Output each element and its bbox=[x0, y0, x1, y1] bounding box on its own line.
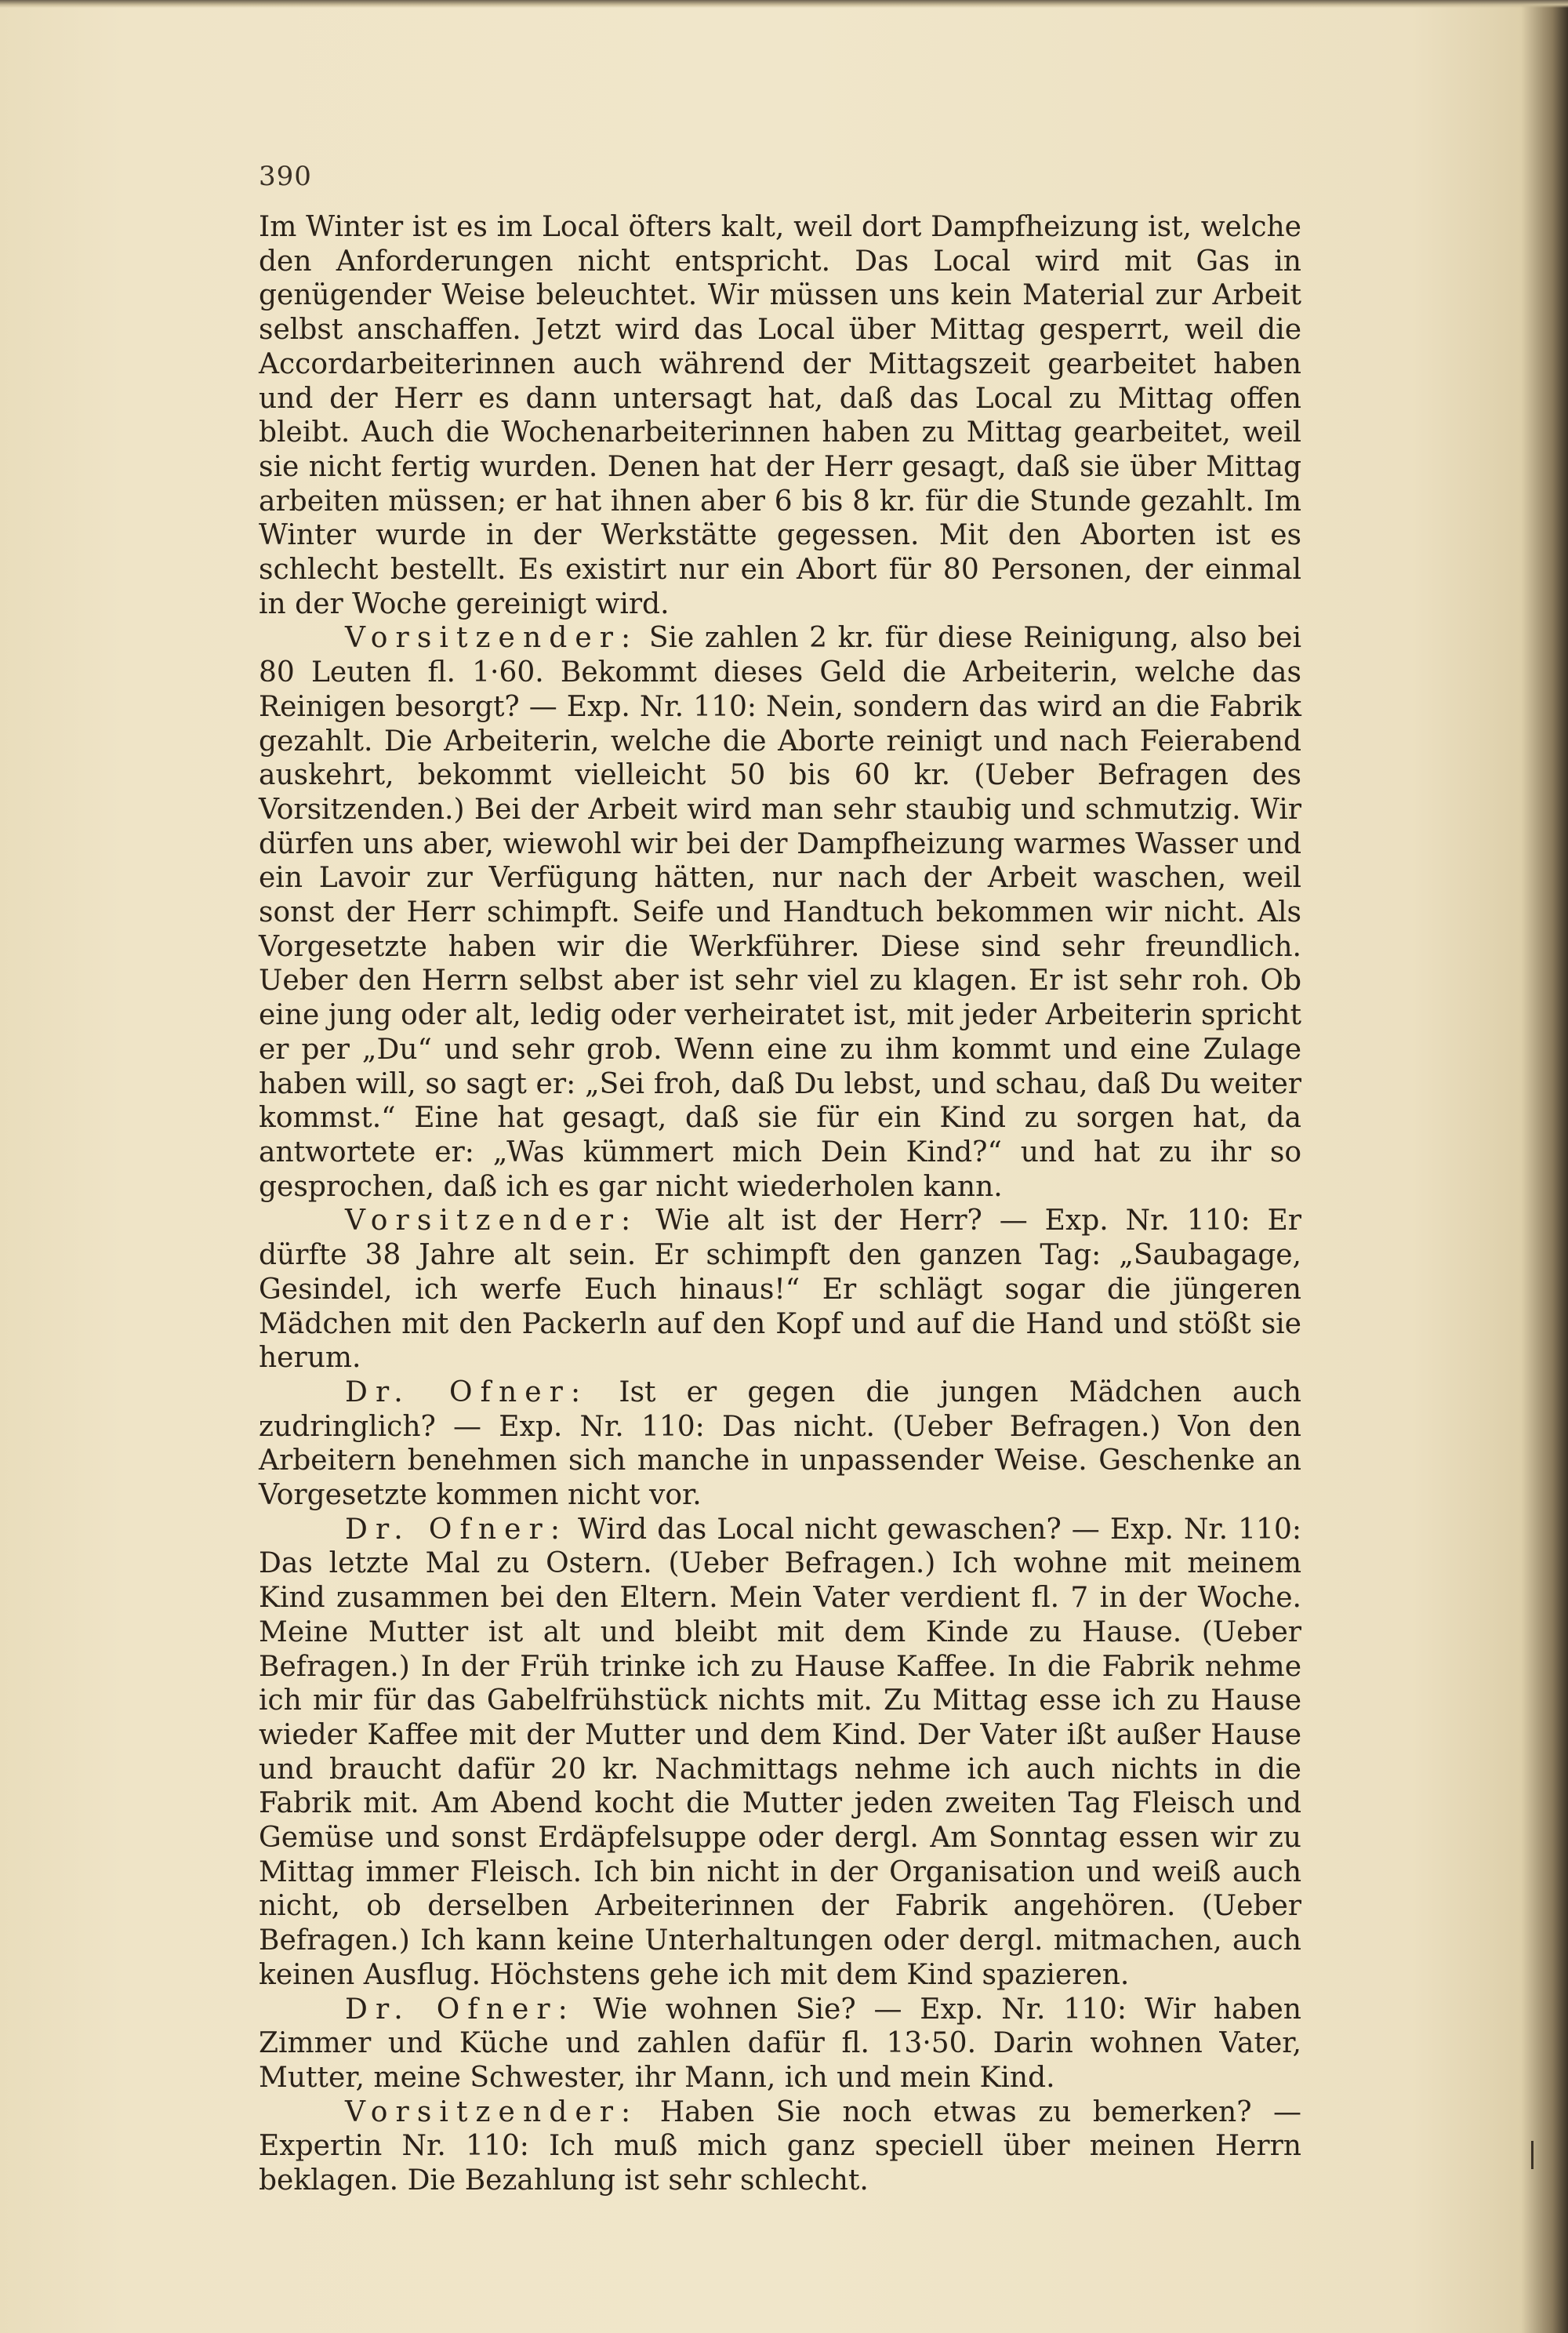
paragraph-6-text: Wie wohnen Sie? — Exp. Nr. 110: Wir haben Zimmer und Küche und zahlen dafür fl. 13·50. Darin wohnen Vater, Mutter, meine Schwester, ihr Mann, ich und mein Kind. bbox=[259, 1993, 1301, 2094]
paragraph-2-text: Sie zahlen 2 kr. für diese Reinigung, also bei 80 Leuten fl. 1·60. Bekommt dieses Geld die Arbeiterin, welche das Reinigen besorgt? — Exp. Nr. 110: Nein, sondern das wird an die Fabrik gezahlt. Die Arbeiterin, welche die Aborte reinigt und nach Feierabend auskehrt, bekommt vielleicht 50 bis 60 kr. (Ueber Befragen des Vorsitzenden.) Bei der Arbeit wird man sehr staubig und schmutzig. Wir dürfen uns aber, wiewohl wir bei der Dampfheizung warmes Wasser und ein Lavoir zur Verfügung hätten, nur nach der Arbeit waschen, weil sonst der Herr schimpft. Seife und Handtuch bekommen wir nicht. Als Vorgesetzte haben wir die Werkführer. Diese sind sehr freundlich. Ueber den Herrn selbst aber ist sehr viel zu klagen. Er ist sehr roh. Ob eine jung oder alt, ledig oder verheiratet ist, mit jeder Arbeiterin spricht er per „Du“ und sehr grob. Wenn eine zu ihm kommt und eine Zulage haben will, so sagt er: „Sei froh, daß Du lebst, und schau, daß Du weiter kommst.“ Eine hat gesagt, daß sie für ein Kind zu sorgen hat, da antwortete er: „Was kümmert mich Dein Kind?“ und hat zu ihr so gesprochen, daß ich es gar nicht wiederholen kann. bbox=[259, 622, 1301, 1203]
paragraph-6 bbox=[259, 1993, 1301, 2095]
paragraph-1 bbox=[259, 210, 1301, 621]
paragraph-3-text: Wie alt ist der Herr? — Exp. Nr. 110: Er dürfte 38 Jahre alt sein. Er schimpft den ganzen Tag: „Saubagage, Gesindel, ich werfe Euch hinaus!“ Er schlägt sogar die jüngeren Mädchen mit den Packerln auf den Kopf und auf die Hand und stößt sie herum. bbox=[259, 1205, 1301, 1375]
speaker-label: Dr. Ofner: bbox=[345, 1513, 568, 1546]
body-text bbox=[259, 210, 1301, 2198]
speaker-label: Vorsitzender: bbox=[345, 1205, 639, 1237]
speaker-label: Vorsitzender: bbox=[345, 2095, 639, 2128]
paragraph-7 bbox=[259, 2095, 1301, 2198]
paragraph-3 bbox=[259, 1204, 1301, 1375]
paragraph-4-text: Ist er gegen die jungen Mädchen auch zudringlich? — Exp. Nr. 110: Das nicht. (Ueber Befragen.) Von den Arbeitern benehmen sich manche in unpassender Weise. Geschenke an Vorgesetzte kommen nicht vor. bbox=[259, 1375, 1301, 1512]
paragraph-2 bbox=[259, 621, 1301, 1204]
paragraph-7-text: Haben Sie noch etwas zu bemerken? — Expertin Nr. 110: Ich muß mich ganz speciell über meinen Herrn beklagen. Die Bezahlung ist sehr schlecht. bbox=[259, 2095, 1301, 2197]
paragraph-1-text: Im Winter ist es im Local öfters kalt, weil dort Dampfheizung ist, welche den Anforderungen nicht entspricht. Das Local wird mit Gas in genügender Weise beleuchtet. Wir müssen uns kein Material zur Arbeit selbst anschaffen. Jetzt wird das Local über Mittag gesperrt, weil die Accordarbeiterinnen auch während der Mittagszeit gearbeitet haben und der Herr es dann untersagt hat, daß das Local zu Mittag offen bleibt. Auch die Wochenarbeiterinnen haben zu Mittag gearbeitet, weil sie nicht fertig wurden. Denen hat der Herr gesagt, daß sie über Mittag arbeiten müssen; er hat ihnen aber 6 bis 8 kr. für die Stunde gezahlt. Im Winter wurde in der Werkstätte gegessen. Mit den Aborten ist es schlecht bestellt. Es existirt nur ein Abort für 80 Personen, der einmal in der Woche gereinigt wird. bbox=[259, 211, 1301, 620]
paragraph-5-text: Wird das Local nicht gewaschen? — Exp. Nr. 110: Das letzte Mal zu Ostern. (Ueber Befragen.) Ich wohne mit meinem Kind zusammen bei den Eltern. Mein Vater verdient fl. 7 in der Woche. Meine Mutter ist alt und bleibt mit dem Kinde zu Hause. (Ueber Befragen.) In der Früh trinke ich zu Hause Kaffee. In die Fabrik nehme ich mir für das Gabelfrühstück nichts mit. Zu Mittag esse ich zu Hause wieder Kaffee mit der Mutter und dem Kind. Der Vater ißt außer Hause und braucht dafür 20 kr. Nachmittags nehme ich auch nichts in die Fabrik mit. Am Abend kocht die Mutter jeden zweiten Tag Fleisch und Gemüse und sonst Erdäpfelsuppe oder dergl. Am Sonntag essen wir zu Mittag immer Fleisch. Ich bin nicht in der Organisation und weiß auch nicht, ob derselben Arbeiterinnen der Fabrik angehören. (Ueber Befragen.) Ich kann keine Unterhaltungen oder dergl. mitmachen, auch keinen Ausflug. Höchstens gehe ich mit dem Kind spazieren. bbox=[259, 1513, 1301, 1991]
paragraph-4 bbox=[259, 1375, 1301, 1513]
page-number: 390 bbox=[259, 161, 312, 192]
page-top-edge bbox=[0, 0, 1568, 8]
speaker-label: Dr. Ofner: bbox=[345, 1375, 589, 1408]
speaker-label: Dr. Ofner: bbox=[345, 1993, 575, 2026]
paragraph-5 bbox=[259, 1513, 1301, 1993]
speaker-label: Vorsitzender: bbox=[345, 622, 639, 655]
margin-mark bbox=[1531, 2141, 1534, 2169]
